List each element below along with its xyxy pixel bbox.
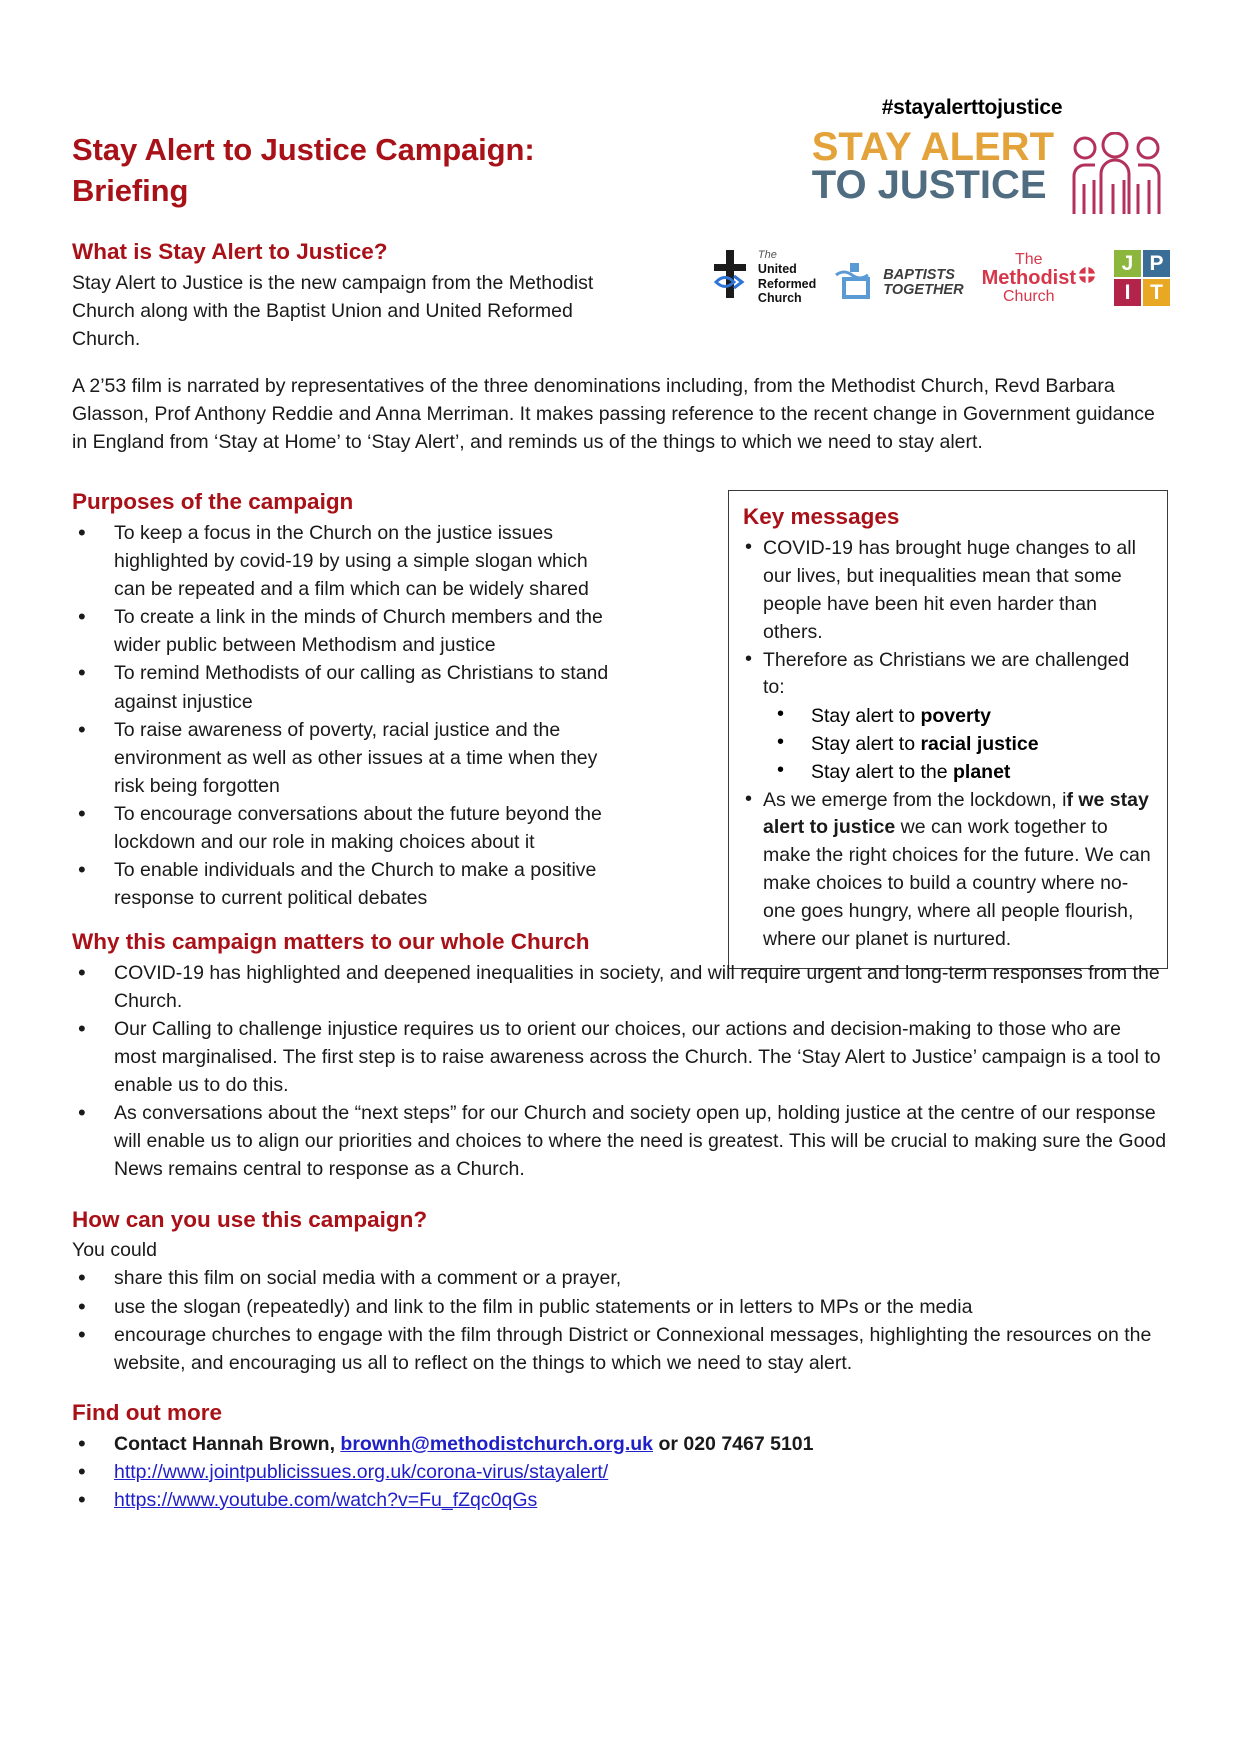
purposes-list — [72, 519, 617, 912]
baptists-line1: BAPTISTS — [883, 266, 955, 283]
key-messages-box — [728, 490, 1168, 969]
urc-line1: United — [757, 261, 797, 276]
jpit-cell-i: I — [1114, 279, 1141, 306]
jpit-logo — [1114, 250, 1170, 306]
closing-suffix: we can work together to make the right choices for the future. We can make choices to build a country where no-one goes hungry, where all people flourish, where our planet is nurtured. — [763, 816, 1151, 950]
section-heading-what-is: What is Stay Alert to Justice? — [72, 239, 388, 264]
list-item: • To keep a focus in the Church on the justice issues highlighted by covid-19 by using a simple slogan which can be repeated and a film which can be widely shared — [72, 519, 617, 603]
methodist-cross-icon — [1078, 266, 1096, 289]
urc-line3: Church — [757, 291, 802, 306]
find-out-more-list — [72, 1430, 1168, 1514]
baptists-wordmark — [883, 268, 963, 298]
methodist-wordmark — [982, 252, 1076, 307]
sub-item-prefix: Stay alert to the — [811, 761, 953, 784]
list-item — [72, 1458, 1168, 1486]
contact-prefix: Contact Hannah Brown, — [114, 1432, 341, 1455]
section-heading-find-out-more: Find out more — [72, 1399, 222, 1425]
methodist-church-logo — [982, 252, 1096, 307]
youtube-video-link[interactable]: https://www.youtube.com/watch?v=Fu_fZqc0qGs — [114, 1488, 538, 1511]
list-item — [743, 702, 1153, 730]
list-item: • share this film on social media with a comment or a prayer, — [72, 1264, 1168, 1292]
section-heading-purposes: Purposes of the campaign — [72, 489, 354, 515]
list-item — [72, 1486, 1168, 1514]
find-out-more-section — [72, 1399, 1168, 1514]
partner-logos-row — [757, 247, 1172, 306]
list-item: • Our Calling to challenge injustice requires us to orient our choices, our actions and decision-making to those who are most marginalised. The first step is to raise awareness across the Church. The ‘Stay Alert to Justice’ campaign is a tool to enable us to do this. — [72, 1015, 1168, 1099]
purposes-section — [72, 488, 617, 912]
logo-line-stay-alert: STAY ALERT — [811, 125, 1054, 169]
section-heading-why-matters: Why this campaign matters to our whole Church — [72, 929, 590, 955]
why-matters-list — [72, 959, 1168, 1184]
methodist-name: Methodist — [981, 267, 1076, 290]
brand-lockup — [757, 96, 1172, 306]
jpit-website-link[interactable]: http://www.jointpublicissues.org.uk/corona-virus/stayalert/ — [114, 1460, 609, 1483]
jpit-cell-p: P — [1143, 250, 1170, 277]
closing-prefix: As we emerge from the lockdown, i — [763, 788, 1067, 811]
methodist-church-word: Church — [1002, 288, 1055, 306]
list-item — [743, 758, 1153, 786]
page-title: Stay Alert to Justice Campaign: Briefing — [72, 132, 535, 208]
contact-email-link[interactable]: brownh@methodistchurch.org.uk — [340, 1432, 654, 1455]
list-item: • COVID-19 has highlighted and deepened inequalities in society, and will require urgent and long-term responses from the Church. — [72, 959, 1168, 1015]
what-is-body: Stay Alert to Justice is the new campaign from the Methodist Church along with the Baptist Union and United Reformed Church. — [72, 271, 594, 350]
why-matters-section — [72, 928, 1168, 1183]
urc-line2: Reformed — [757, 276, 817, 291]
list-item: • To remind Methodists of our calling as Christians to stand against injustice — [72, 659, 617, 715]
list-item: • encourage churches to engage with the film through District or Connexional messages, highlighting the resources on the website, and encouraging us all to reflect on the things to which we need to stay alert. — [72, 1321, 1168, 1377]
list-item: • As conversations about the “next steps” for our Church and society open up, holding justice at the centre of our response will enable us to align our priorities and choices to where the need is greatest. This will be crucial to making sure the Good News remains central to response as a Church. — [72, 1099, 1168, 1183]
water-vessel-icon — [834, 259, 878, 306]
stay-alert-logo — [772, 125, 1172, 221]
what-is-section — [72, 238, 602, 353]
list-item: • To create a link in the minds of Church members and the wider public between Methodism and justice — [72, 603, 617, 659]
jpit-cell-j: J — [1114, 250, 1141, 277]
film-paragraph: A 2’53 film is narrated by representatives of the three denominations including, from the Methodist Church, Revd Barbara Glasson, Prof Anthony Reddie and Anna Merriman. It makes passing reference to the recent change in Government guidance in England from ‘Stay at Home’ to ‘Stay Alert’, and reminds us of the things to which we need to stay alert. — [72, 375, 1155, 454]
list-item — [743, 730, 1153, 758]
logo-line-to-justice: TO JUSTICE — [811, 163, 1047, 208]
sub-item-emphasis: poverty — [920, 705, 991, 728]
list-item: • Therefore as Christians we are challenged to: — [743, 647, 1153, 703]
jpit-cell-t: T — [1143, 279, 1170, 306]
section-heading-key-messages: Key messages — [743, 504, 900, 530]
how-use-section — [72, 1206, 1168, 1377]
baptists-together-logo — [834, 259, 963, 306]
title-block — [72, 130, 612, 212]
section-heading-how-use: How can you use this campaign? — [72, 1206, 428, 1232]
urc-wordmark — [758, 247, 816, 306]
list-item: • use the slogan (repeatedly) and link to the film in public statements or in letters to MPs or the media — [72, 1293, 1168, 1321]
stay-alert-wordmark — [811, 125, 1054, 208]
list-item: • To enable individuals and the Church to make a positive response to current political debates — [72, 856, 617, 912]
sub-item-emphasis: racial justice — [920, 733, 1039, 756]
people-figures-icon — [1068, 132, 1172, 221]
cross-fish-icon — [710, 248, 752, 305]
sub-item-prefix: Stay alert to — [811, 705, 921, 728]
sub-item-prefix: Stay alert to — [811, 733, 921, 756]
urc-the: The — [757, 249, 777, 261]
list-item: • To raise awareness of poverty, racial justice and the environment as well as other issues at a time when they risk being forgotten — [72, 716, 617, 800]
how-use-lead: You could — [72, 1239, 157, 1262]
methodist-the: The — [1014, 250, 1043, 268]
sub-item-emphasis: planet — [953, 761, 1011, 784]
baptists-line2: TOGETHER — [883, 281, 964, 298]
key-messages-list-closing — [743, 787, 1153, 954]
list-item: • To encourage conversations about the future beyond the lockdown and our role in making choices about it — [72, 800, 617, 856]
key-messages-list — [743, 535, 1153, 702]
campaign-hashtag: #stayalerttojustice — [881, 96, 1063, 119]
contact-suffix: or 020 7467 5101 — [653, 1432, 814, 1455]
list-item: • COVID-19 has brought huge changes to all our lives, but inequalities mean that some people have been hit even harder than others. — [743, 535, 1153, 647]
document-header — [72, 96, 1168, 350]
key-messages-sub-list — [743, 702, 1153, 786]
closing-emphasis: f we stay alert to justice — [763, 788, 1149, 839]
list-item — [72, 1430, 1168, 1458]
united-reformed-church-logo — [710, 247, 816, 306]
list-item — [743, 787, 1153, 954]
how-use-list — [72, 1264, 1168, 1376]
